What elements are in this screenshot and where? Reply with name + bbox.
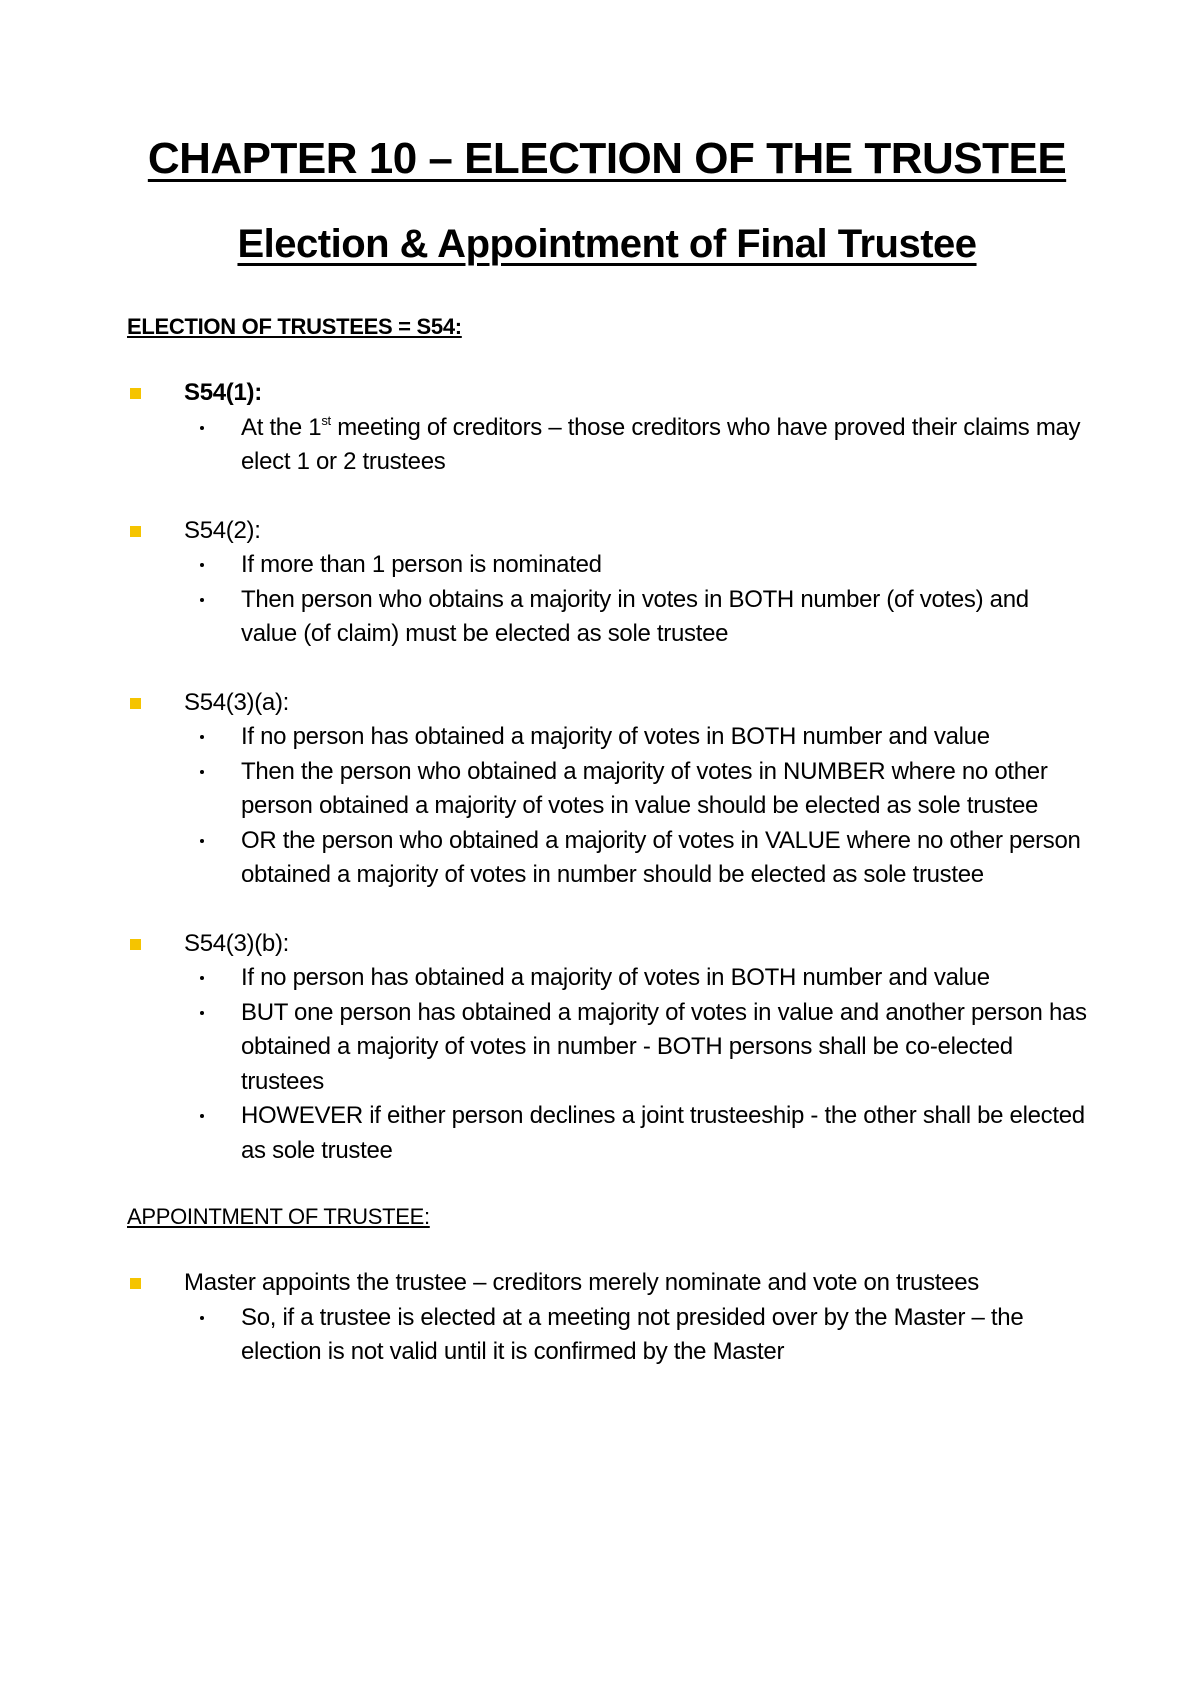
list-item-s54-3a xyxy=(127,686,1087,893)
list-item-master-appoints xyxy=(127,1266,1087,1370)
sub-item-text-end: meeting of creditors – those creditors who have proved their claims may elect 1 or 2 trustees xyxy=(241,413,1081,475)
item-label: Master appoints the trustee – creditors merely nominate and vote on trustees xyxy=(184,1269,979,1296)
list-item-s54-3b xyxy=(127,927,1087,1169)
item-label: S54(1): xyxy=(184,379,262,406)
sub-list-item xyxy=(184,548,1087,583)
sub-item-text: So, if a trustee is elected at a meeting not presided over by the Master – the election is not valid until it is confirmed by the Master xyxy=(241,1303,1024,1365)
sub-item-text: OR the person who obtained a majority of votes in VALUE where no other person obtained a majority of votes in number should be elected as sole trustee xyxy=(241,826,1081,888)
sub-list-item xyxy=(184,1301,1087,1370)
list-item-s54-2 xyxy=(127,514,1087,652)
sub-list xyxy=(184,548,1087,652)
document-page xyxy=(127,130,1087,1370)
square-bullet-icon xyxy=(130,388,141,399)
dot-bullet-icon xyxy=(200,770,204,774)
ordinal-superscript: st xyxy=(321,412,331,428)
dot-bullet-icon xyxy=(200,1316,204,1320)
square-bullet-icon xyxy=(130,939,141,950)
sub-list-item xyxy=(184,961,1087,996)
sub-list xyxy=(184,1301,1087,1370)
sub-list-item xyxy=(184,755,1087,824)
dot-bullet-icon xyxy=(200,976,204,980)
sub-item-text: HOWEVER if either person declines a joint trusteeship - the other shall be elected as sole trustee xyxy=(241,1102,1085,1164)
item-label: S54(2): xyxy=(184,516,261,544)
list-item-s54-1 xyxy=(127,376,1087,480)
dot-bullet-icon xyxy=(200,1114,204,1118)
sub-list xyxy=(184,961,1087,1168)
dot-bullet-icon xyxy=(200,563,204,567)
dot-bullet-icon xyxy=(200,598,204,602)
sub-list-item xyxy=(184,996,1087,1100)
sub-item-text: If more than 1 person is nominated xyxy=(241,551,602,578)
section-heading-appointment: APPOINTMENT OF TRUSTEE: xyxy=(127,1204,430,1229)
sub-item-text: BUT one person has obtained a majority of votes in value and another person has obtained a majority of votes in number - BOTH persons shall be co-elected trustees xyxy=(241,998,1087,1095)
square-bullet-icon xyxy=(130,526,141,537)
sub-list xyxy=(184,411,1087,480)
sub-item-text: If no person has obtained a majority of votes in BOTH number and value xyxy=(241,723,990,750)
item-label: S54(3)(a): xyxy=(184,688,290,716)
sub-list-item xyxy=(184,583,1087,652)
sub-list xyxy=(184,720,1087,893)
sub-item-text-start: At the 1 xyxy=(241,413,322,441)
dot-bullet-icon xyxy=(200,839,204,843)
dot-bullet-icon xyxy=(200,735,204,739)
sub-list-item xyxy=(184,824,1087,893)
sub-list-item xyxy=(184,1099,1087,1168)
sub-list-item xyxy=(184,720,1087,755)
square-bullet-icon xyxy=(130,698,141,709)
sub-item-text: If no person has obtained a majority of votes in BOTH number and value xyxy=(241,964,990,991)
dot-bullet-icon xyxy=(200,426,204,430)
sub-item-text: Then the person who obtained a majority of votes in NUMBER where no other person obtained a majority of votes in value should be elected as sole trustee xyxy=(241,757,1048,819)
square-bullet-icon xyxy=(130,1278,141,1289)
section-heading-election: ELECTION OF TRUSTEES = S54: xyxy=(127,314,462,339)
chapter-title: CHAPTER 10 – ELECTION OF THE TRUSTEE xyxy=(147,134,1067,183)
sub-list-item xyxy=(184,411,1087,480)
document-subtitle: Election & Appointment of Final Trustee xyxy=(237,222,977,266)
sub-item-text: Then person who obtains a majority in votes in BOTH number (of votes) and value (of claim) must be elected as sole trustee xyxy=(241,585,1029,647)
dot-bullet-icon xyxy=(200,1011,204,1015)
item-label: S54(3)(b): xyxy=(184,929,290,957)
